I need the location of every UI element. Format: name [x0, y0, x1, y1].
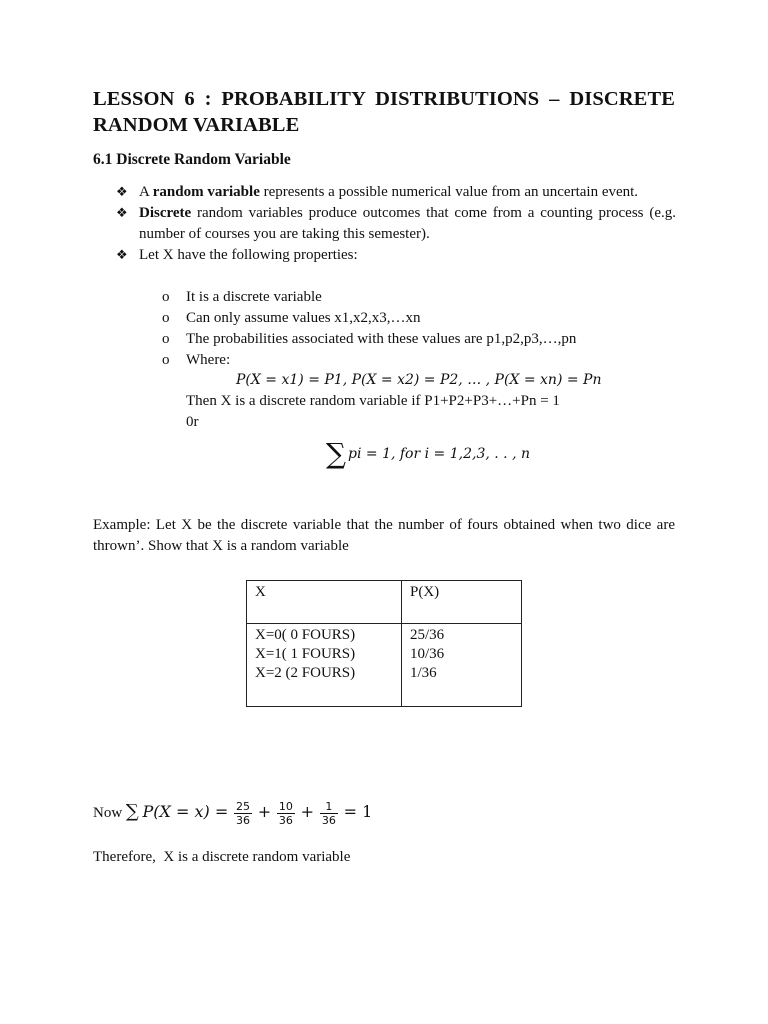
- fraction: [277, 800, 295, 827]
- bullet-text: Let X have the following properties:: [139, 247, 358, 263]
- probability-value: 1/36: [410, 665, 437, 681]
- probability-table: [246, 580, 522, 707]
- diamond-bullet-icon: ❖: [116, 206, 128, 221]
- plus-sign: +: [257, 801, 272, 821]
- circle-bullet-icon: o: [162, 310, 170, 326]
- bullet-item: [116, 182, 676, 203]
- table-header-row: [247, 581, 522, 624]
- or-text: 0r: [186, 414, 199, 430]
- sub-item-text: Where:: [186, 352, 231, 368]
- bullet-text-post: random variables produce outcomes that come from a counting process (e.g. number of courses you are taking this semester).: [139, 205, 676, 242]
- bullet-bold-term: Discrete: [139, 205, 192, 221]
- sigma-symbol: ∑: [125, 800, 139, 822]
- denominator: 36: [321, 814, 336, 827]
- sum-equation: [93, 800, 372, 827]
- probability-value: 25/36: [410, 627, 445, 643]
- diamond-bullet-icon: ❖: [116, 248, 128, 263]
- fraction: [320, 800, 338, 827]
- circle-bullet-icon: o: [162, 331, 170, 347]
- conclusion-text: Therefore, X is a discrete random variable: [93, 849, 351, 865]
- section-heading: 6.1 Discrete Random Variable: [93, 151, 291, 168]
- title-line-1: LESSON 6 : PROBABILITY DISTRIBUTIONS – DISCRETE: [93, 88, 675, 110]
- sub-item-text: The probabilities associated with these values are p1,p2,p3,…,pn: [186, 331, 577, 347]
- sub-list-item: [162, 329, 682, 350]
- numerator: 10: [278, 800, 293, 813]
- sub-bullet-list: [162, 287, 682, 371]
- diamond-bullet-icon: ❖: [116, 185, 128, 200]
- probability-value: 10/36: [410, 646, 445, 662]
- table-row: [247, 624, 522, 707]
- fraction: [234, 800, 252, 827]
- circle-bullet-icon: o: [162, 289, 170, 305]
- bullet-item: [116, 245, 676, 266]
- summation-expression: pi = 1, for i = 1,2,3, . . , n: [348, 446, 530, 462]
- bullet-text-pre: A: [139, 184, 153, 200]
- table-cell-x: [247, 624, 402, 707]
- sub-list-item: [162, 308, 682, 329]
- sub-item-text: Can only assume values x1,x2,x3,…xn: [186, 310, 421, 326]
- probability-formula: P(X = x1) = P1, P(X = x2) = P2, … , P(X = xn) = Pn: [236, 372, 602, 388]
- x-value: X=2 (2 FOURS): [255, 665, 356, 681]
- example-text: Example: Let X be the discrete variable that the number of fours obtained when two dice are thrown’. Show that X is a random variable: [93, 517, 675, 554]
- numerator: 25: [236, 800, 251, 813]
- sub-item-text: It is a discrete variable: [186, 289, 322, 305]
- lesson-title: [93, 86, 675, 138]
- equation-lhs: P(X = x) =: [142, 801, 229, 821]
- bullet-item: [116, 203, 676, 245]
- table-cell-px: [402, 624, 522, 707]
- denominator: 36: [236, 814, 251, 827]
- plus-sign: +: [300, 801, 315, 821]
- x-value: X=1( 1 FOURS): [255, 646, 356, 662]
- equation-rhs: = 1: [343, 801, 373, 821]
- summation-formula: [326, 437, 530, 470]
- denominator: 36: [278, 814, 293, 827]
- bullet-text-post: represents a possible numerical value from an uncertain event.: [259, 184, 639, 200]
- circle-bullet-icon: o: [162, 352, 170, 368]
- sub-list-item: [162, 287, 682, 308]
- x-value: X=0( 0 FOURS): [255, 627, 356, 643]
- condition-text: Then X is a discrete random variable if P1+P2+P3+…+Pn = 1: [186, 393, 560, 409]
- table-header-cell: X: [247, 581, 402, 624]
- now-label: Now: [93, 804, 123, 821]
- bullet-bold-term: random variable: [152, 184, 260, 200]
- bullet-list: [116, 182, 676, 266]
- table-header-cell: P(X): [402, 581, 522, 624]
- numerator: 1: [320, 800, 338, 814]
- sigma-symbol: ∑: [326, 437, 346, 470]
- title-line-2: RANDOM VARIABLE: [93, 114, 300, 136]
- sub-list-item: [162, 350, 682, 371]
